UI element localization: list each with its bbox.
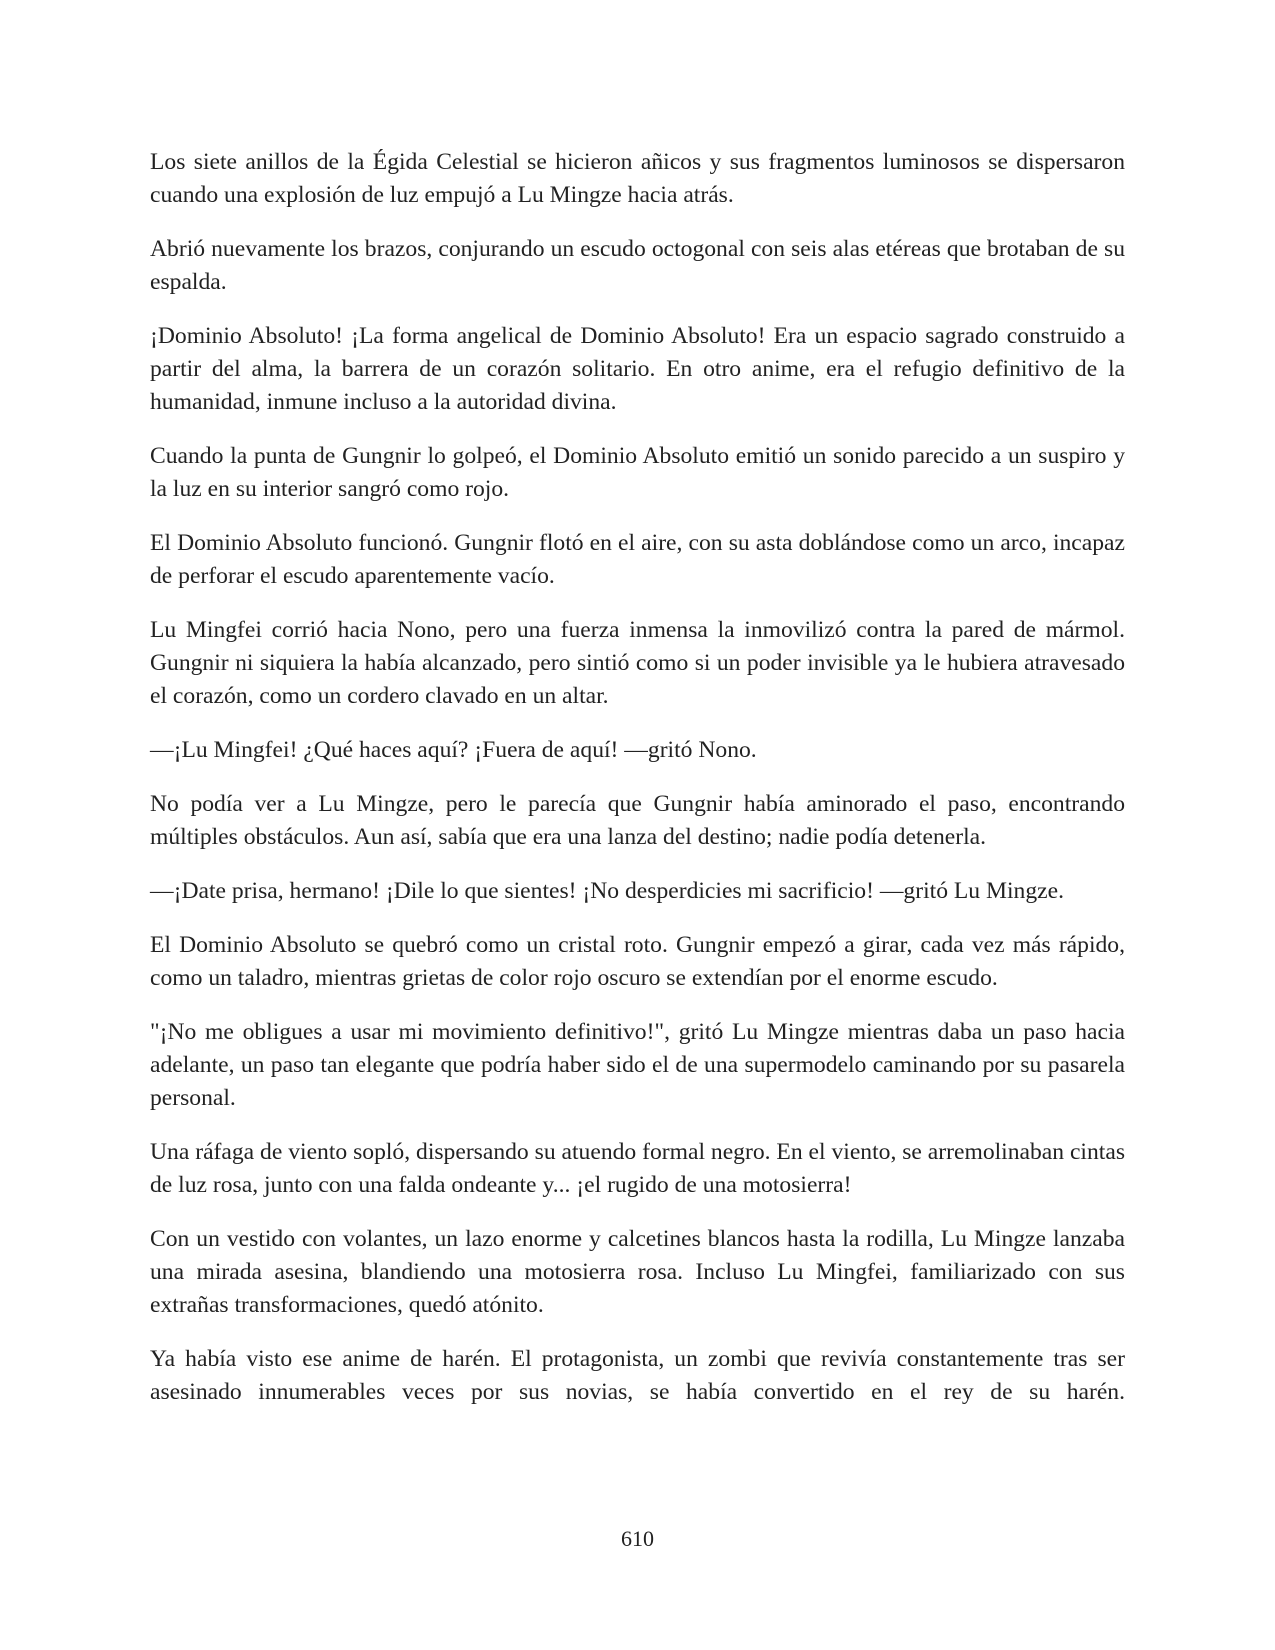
paragraph: —¡Lu Mingfei! ¿Qué haces aquí? ¡Fuera de aquí! —gritó Nono. <box>150 737 757 763</box>
paragraph: Ya había visto ese anime de harén. El protagonista, un zombi que revivía constantemente tras ser asesinado innumerables veces por sus novias, se había convertido en el rey de su harén. <box>150 1346 1125 1405</box>
paragraph: Con un vestido con volantes, un lazo enorme y calcetines blancos hasta la rodilla, Lu Mingze lanzaba una mirada asesina, blandiendo una motosierra rosa. Incluso Lu Mingfei, familiarizado con sus extrañas transformaciones, quedó atónito. <box>150 1226 1125 1318</box>
page-body <box>150 146 1125 1430</box>
paragraph: "¡No me obligues a usar mi movimiento definitivo!", gritó Lu Mingze mientras daba un paso hacia adelante, un paso tan elegante que podría haber sido el de una supermodelo caminando por su pasarela personal. <box>150 1019 1125 1111</box>
paragraph: El Dominio Absoluto se quebró como un cristal roto. Gungnir empezó a girar, cada vez más rápido, como un taladro, mientras grietas de color rojo oscuro se extendían por el enorme escudo. <box>150 932 1125 991</box>
paragraph: —¡Date prisa, hermano! ¡Dile lo que sientes! ¡No desperdicies mi sacrificio! —gritó Lu Mingze. <box>150 878 1064 904</box>
paragraph: Cuando la punta de Gungnir lo golpeó, el Dominio Absoluto emitió un sonido parecido a un suspiro y la luz en su interior sangró como rojo. <box>150 443 1125 502</box>
paragraph: Una ráfaga de viento sopló, dispersando su atuendo formal negro. En el viento, se arremolinaban cintas de luz rosa, junto con una falda ondeante y... ¡el rugido de una motosierra! <box>150 1139 1125 1198</box>
paragraph: No podía ver a Lu Mingze, pero le parecía que Gungnir había aminorado el paso, encontrando múltiples obstáculos. Aun así, sabía que era una lanza del destino; nadie podía detenerla. <box>150 791 1125 850</box>
paragraph: Abrió nuevamente los brazos, conjurando un escudo octogonal con seis alas etéreas que brotaban de su espalda. <box>150 236 1125 295</box>
paragraph: Los siete anillos de la Égida Celestial se hicieron añicos y sus fragmentos luminosos se dispersaron cuando una explosión de luz empujó a Lu Mingze hacia atrás. <box>150 149 1125 208</box>
paragraph: ¡Dominio Absoluto! ¡La forma angelical de Dominio Absoluto! Era un espacio sagrado construido a partir del alma, la barrera de un corazón solitario. En otro anime, era el refugio definitivo de la humanidad, inmune incluso a la autoridad divina. <box>150 323 1125 415</box>
paragraph: El Dominio Absoluto funcionó. Gungnir flotó en el aire, con su asta doblándose como un arco, incapaz de perforar el escudo aparentemente vacío. <box>150 530 1125 589</box>
paragraph: Lu Mingfei corrió hacia Nono, pero una fuerza inmensa la inmovilizó contra la pared de mármol. Gungnir ni siquiera la había alcanzado, pero sintió como si un poder invisible ya le hubiera atravesado el corazón, como un cordero clavado en un altar. <box>150 617 1125 709</box>
page-number: 610 <box>621 1526 654 1551</box>
